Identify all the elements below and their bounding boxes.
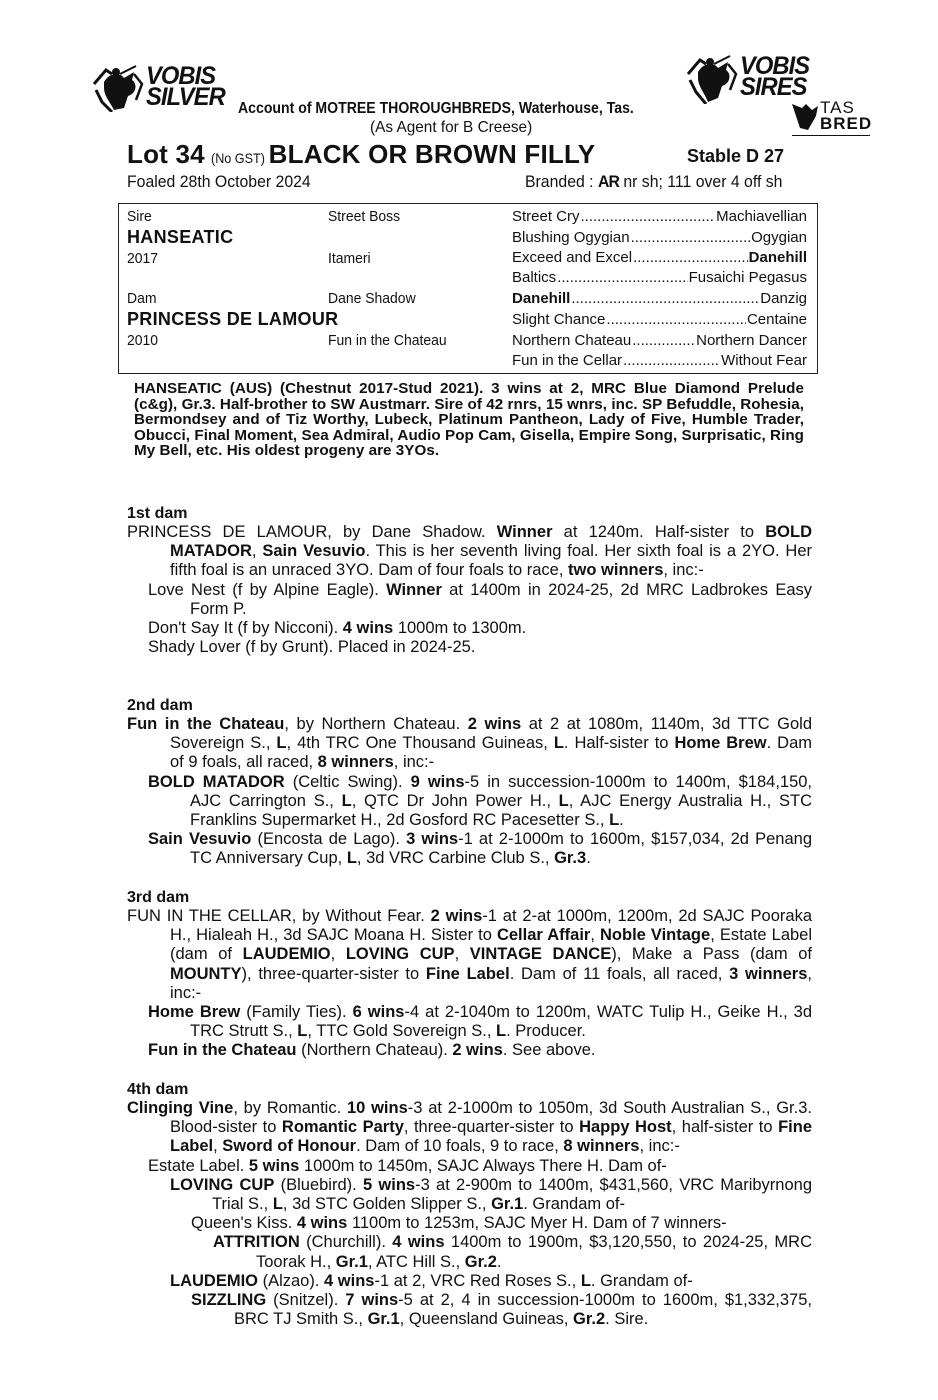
bold-text: Fun in the Chateau [127, 715, 285, 733]
bold-text: Home Brew [148, 1003, 241, 1022]
ancestor-left: Blushing Ogygian [512, 229, 630, 246]
progeny-entry [148, 773, 812, 831]
bold-text: L [297, 1022, 308, 1041]
bold-text: 9 wins [410, 772, 465, 791]
text-run: at 1240m. Half-sister to [552, 523, 766, 541]
dam-year: 2010 [127, 332, 159, 349]
text-run: at 2 at 1080m, 1140m, 3d TTC Gold Sovereign S., [170, 715, 813, 753]
bold-text: Sain Vesuvio [148, 830, 252, 849]
bold-text: 4 wins [342, 619, 394, 638]
leader-dots [581, 208, 716, 225]
bold-text: L [346, 849, 357, 868]
section-heading: 3rd dam [127, 889, 190, 906]
bold-text: 6 wins [352, 1003, 405, 1022]
text-run: . Grandam of- [523, 1195, 625, 1214]
bold-text: 3 wins [406, 830, 459, 849]
bold-text: MOUNTY [170, 964, 242, 983]
bold-text: Gr.1 [367, 1310, 400, 1329]
text-run: , half-sister to [671, 1118, 779, 1137]
lot-number: Lot 34 [127, 139, 205, 169]
text-run: . Grandam of- [590, 1271, 693, 1290]
vobis-silver-logo [88, 62, 229, 112]
ancestor-row [512, 311, 807, 328]
ancestor-row [512, 352, 807, 369]
bold-text: 7 wins [345, 1291, 399, 1310]
ancestor-right: Fusaichi Pegasus [688, 269, 807, 286]
bold-text: L [272, 1195, 283, 1214]
text-run: , [213, 1137, 223, 1156]
logo-left-line2: SILVER [146, 83, 225, 111]
bold-text: L [558, 791, 569, 810]
horse-jockey-emblem-icon [682, 52, 738, 102]
bold-text: LAUDEMIO [170, 1271, 258, 1290]
text-run: ), three-quarter-sister to [241, 964, 426, 983]
logo-right-line1: VOBIS [740, 52, 810, 80]
section-2nd-dam [127, 696, 812, 869]
gst-note: (No GST) [210, 150, 265, 166]
text-run: 1100m to 1253m, SAJC Myer H. Dam of 7 winners- [347, 1214, 727, 1233]
bold-text: LAUDEMIO [242, 945, 331, 964]
bold-text: LOVING CUP [345, 945, 455, 964]
text-run: . Producer. [506, 1022, 586, 1041]
vendor-agent: (As Agent for B Creese) [370, 119, 533, 136]
text-run: , AJC Energy Australia H., STC Franklins Supermarket H., 2d Gosford RC Pacesetter S., [190, 791, 812, 830]
text-run: . See above. [502, 1041, 596, 1060]
bold-text: ATTRITION [213, 1233, 300, 1252]
branded-label: Branded : [525, 172, 594, 191]
leader-dots [633, 249, 748, 266]
section-heading: 1st dam [127, 505, 188, 522]
text-run: , Estate Label (dam of [170, 926, 813, 964]
ancestor-left: Fun in the Cellar [512, 352, 623, 369]
ancestor-row [512, 290, 807, 307]
sire-dam: Itameri [328, 250, 371, 267]
section-heading: 2nd dam [127, 697, 193, 714]
leader-dots [631, 229, 751, 246]
tasbred-rule [792, 135, 870, 136]
text-run: . [496, 1252, 502, 1271]
section-heading: 4th dam [127, 1081, 189, 1098]
bold-text: Fine Label [425, 964, 510, 983]
bold-text: L [553, 734, 564, 753]
dam-entry [127, 907, 812, 1003]
bold-text: L [609, 811, 620, 830]
bold-text: Winner [496, 523, 553, 541]
text-run: PRINCESS DE LAMOUR, by Dane Shadow. [127, 523, 497, 541]
tasbred-line2: BRED [820, 114, 873, 133]
section-4th-dam [127, 1080, 812, 1329]
ancestor-row [512, 269, 807, 286]
ancestor-row [512, 229, 807, 246]
bold-text: Home Brew [674, 734, 767, 753]
progeny-entry [148, 1157, 812, 1176]
bold-text: 5 wins [362, 1175, 416, 1194]
ancestor-row [512, 249, 807, 266]
text-run: , ATC Hill S., [367, 1252, 465, 1271]
progeny-entry [191, 1291, 812, 1329]
text-run: , 4th TRC One Thousand Guineas, [286, 734, 554, 753]
sire-label: Sire [127, 208, 152, 225]
bold-text: 4 wins [392, 1233, 445, 1252]
leader-dots [557, 269, 687, 286]
ancestor-right: Northern Dancer [696, 332, 807, 349]
ancestor-right: Machiavellian [716, 208, 807, 225]
text-run: 1400m to 1900m, $3,120,550, to 2024-25, MRC Toorak H., [256, 1233, 813, 1271]
progeny-entry [148, 1003, 812, 1041]
bold-text: Winner [386, 580, 442, 599]
text-run: -5 at 2, 4 in succession-1000m to 1600m, $1,332,375, BRC TJ Smith S., [234, 1291, 812, 1329]
progeny-entry [148, 638, 812, 657]
section-1st-dam [127, 504, 812, 657]
bold-text: 2 wins [430, 907, 483, 925]
dam-entry [127, 523, 812, 581]
bold-text: VINTAGE DANCE [469, 945, 612, 964]
text-run: (Alzao). [258, 1271, 325, 1290]
dam-entry [127, 1099, 812, 1157]
text-run: -5 in succession-1000m to 1400m, $184,150, AJC Carrington S., [190, 772, 813, 810]
bold-text: 8 winners [317, 753, 394, 772]
text-run: , QTC Dr John Power H., [351, 791, 559, 810]
text-run: -4 at 2-1040m to 1200m, WATC Tulip H., Geike H., 3d TRC Strutt S., [190, 1003, 813, 1041]
ancestor-row [512, 332, 807, 349]
text-run: Don't Say It (f by Nicconi). [148, 619, 343, 638]
text-run: -1 at 2-1000m to 1600m, $157,034, 2d Penang TC Anniversary Cup, [190, 830, 813, 868]
text-run: . Dam of 11 foals, all raced, [509, 964, 730, 983]
ancestor-right: Without Fear [721, 352, 807, 369]
text-run: Estate Label. [148, 1156, 249, 1175]
dam-entry [127, 715, 812, 773]
bold-text: Gr.1 [335, 1252, 368, 1271]
dam-name: PRINCESS DE LAMOUR [127, 309, 339, 329]
text-run: . Dam of 9 foals, all raced, [170, 734, 813, 772]
text-run: , by Northern Chateau. [284, 715, 468, 733]
text-run: (Churchill). [299, 1233, 393, 1252]
text-run: Love Nest (f by Alpine Eagle). [148, 580, 387, 599]
text-run: (Northern Chateau). [296, 1041, 453, 1060]
text-run: -1 at 2, VRC Red Roses S., [374, 1271, 581, 1290]
bold-text: Sain Vesuvio [262, 542, 366, 561]
bold-text: L [276, 734, 287, 753]
text-run: , three-quarter-sister to [403, 1118, 580, 1137]
progeny-entry [148, 830, 812, 868]
ancestor-left: Exceed and Excel [512, 249, 633, 266]
bold-text: 4 wins [324, 1271, 375, 1290]
text-run: , Queensland Guineas, [399, 1310, 574, 1329]
vobis-sires-logo [682, 52, 813, 102]
text-run: , 3d STC Golden Slipper S., [282, 1195, 492, 1214]
ancestor-right: Ogygian [751, 229, 807, 246]
bold-text: Cellar Affair [496, 926, 591, 945]
text-run: , inc:- [639, 1137, 680, 1156]
bold-text: Gr.2 [464, 1252, 497, 1271]
bold-text: LOVING CUP [170, 1175, 275, 1194]
bold-text: Fine Label [170, 1118, 812, 1156]
bold-text: 10 wins [346, 1099, 408, 1117]
ancestor-right: Centaine [746, 311, 807, 328]
sire-summary: HANSEATIC (AUS) (Chestnut 2017-Stud 2021). 3 wins at 2, MRC Blue Diamond Prelude (c&g), Gr.3. Half-brother to SW Austmarr. Sire of 42 rnrs, 15 wnrs, inc. SP Befuddle, Rohesia, Bermondsey and of Tiz Worthy, Lubeck, Platinum Pantheon, Lady of Five, Humble Trader, Obucci, Final Moment, Sea Admiral, Audio Pop Cam, Gisella, Empire Song, Surprisatic, Ring My Bell, etc. His oldest progeny are 3YOs. [134, 380, 804, 459]
bold-text: Romantic Party [281, 1118, 404, 1137]
bold-text: 5 wins [248, 1156, 300, 1175]
dam-sire: Dane Shadow [328, 290, 416, 307]
text-run: . [619, 811, 624, 830]
text-run: , [251, 542, 263, 561]
bold-text: 3 winners [729, 964, 808, 983]
bold-text: two winners [568, 561, 664, 580]
text-run: FUN IN THE CELLAR, by Without Fear. [127, 907, 431, 925]
text-run: (Celtic Swing). [284, 772, 411, 791]
bold-text: L [580, 1271, 591, 1290]
leader-dots [571, 290, 759, 307]
text-run: -3 at 2-1000m to 1050m, 3d South Australian S., Gr.3. Blood-sister to [170, 1099, 812, 1137]
ancestor-left: Northern Chateau [512, 332, 632, 349]
ancestor-row [512, 208, 807, 225]
ancestor-left: Baltics [512, 269, 557, 286]
bold-text: Clinging Vine [127, 1099, 234, 1117]
bold-text: Happy Host [579, 1118, 672, 1137]
progeny-entry [213, 1233, 812, 1271]
text-run: , inc:- [170, 964, 812, 1002]
bold-text: BOLD MATADOR [148, 772, 285, 791]
pedigree-table [118, 203, 818, 374]
bold-text: BOLD MATADOR [170, 523, 812, 561]
text-run: . [586, 849, 591, 868]
branding [525, 172, 782, 192]
text-run: , TTC Gold Sovereign S., [307, 1022, 496, 1041]
horse-jockey-emblem-icon [88, 62, 144, 112]
leader-dots [606, 311, 746, 328]
text-run: -1 at 2-at 1000m, 1200m, 2d SAJC Pooraka H., Hialeah H., 3d SAJC Moana H. Sister to [170, 907, 812, 945]
ancestor-left: Slight Chance [512, 311, 606, 328]
text-run: ), Make a Pass (dam of [611, 945, 813, 964]
text-run: at 1400m in 2024-25, 2d MRC Ladbrokes Easy Form P. [190, 580, 812, 618]
bold-text: 8 winners [563, 1137, 640, 1156]
tasbred-logo [790, 98, 873, 140]
progeny-entry [148, 619, 812, 638]
progeny-entry [170, 1272, 812, 1291]
text-run: (Encosta de Lago). [251, 830, 407, 849]
text-run: , [330, 945, 346, 964]
ancestor-left: Danehill [512, 290, 571, 307]
foaled-date: Foaled 28th October 2024 [127, 172, 311, 191]
text-run: 1000m to 1450m, SAJC Always There H. Dam of- [299, 1156, 667, 1175]
bold-text: L [495, 1022, 507, 1041]
lot-description: BLACK OR BROWN FILLY [268, 139, 596, 169]
bold-text: Gr.2 [573, 1310, 606, 1329]
section-3rd-dam [127, 888, 812, 1061]
sire-year: 2017 [127, 250, 159, 267]
text-run: , 3d VRC Carbine Club S., [356, 849, 555, 868]
progeny-entry [148, 1041, 812, 1060]
ancestor-right: Danehill [748, 249, 807, 266]
text-run: , inc:- [663, 561, 704, 580]
ancestor-left: Street Cry [512, 208, 580, 225]
stable-location: Stable D 27 [687, 146, 785, 166]
text-run: (Family Ties). [240, 1003, 353, 1022]
text-run: Queen's Kiss. [191, 1214, 297, 1233]
vendor-account: Account of MOTREE THOROUGHBREDS, Waterhouse, Tas. [238, 100, 634, 117]
sire-sire: Street Boss [328, 208, 401, 225]
text-run: . Sire. [605, 1310, 649, 1329]
brand-mark: AR [597, 172, 619, 191]
dam-label: Dam [127, 290, 157, 307]
text-run: , inc:- [393, 753, 435, 772]
text-run: . This is her seventh living foal. Her sixth foal is a 2YO. Her fifth foal is an unraced 3YO. Dam of four foals to race, [170, 542, 813, 580]
text-run: -3 at 2-900m to 1400m, $431,560, VRC Maribyrnong Trial S., [212, 1175, 812, 1214]
text-run: . Dam of 10 foals, 9 to race, [356, 1137, 564, 1156]
text-run: , by Romantic. [233, 1099, 347, 1117]
ancestor-right: Danzig [760, 290, 807, 307]
bold-text: 2 wins [452, 1041, 503, 1060]
leader-dots [632, 332, 695, 349]
text-run: Shady Lover (f by Grunt). Placed in 2024-25. [148, 638, 476, 657]
bold-text: Sword of Honour [222, 1137, 357, 1156]
leader-dots [623, 352, 720, 369]
dam-dam: Fun in the Chateau [328, 332, 447, 349]
tasbred-line1: TAS [820, 98, 855, 117]
text-run: . Half-sister to [563, 734, 675, 753]
tasmania-horse-icon [790, 102, 820, 132]
text-run: (Bluebird). [274, 1175, 363, 1194]
bold-text: 2 wins [467, 715, 522, 733]
text-run: (Snitzel). [266, 1291, 346, 1310]
sire-name: HANSEATIC [127, 227, 234, 247]
lot-line [127, 139, 595, 170]
bold-text: Gr.3 [554, 849, 587, 868]
logo-left-line1: VOBIS [146, 62, 216, 90]
progeny-entry [191, 1214, 812, 1233]
bold-text: Noble Vintage [600, 926, 711, 945]
bold-text: Gr.1 [491, 1195, 524, 1214]
text-run: 1000m to 1300m. [393, 619, 527, 638]
branded-details: nr sh; 111 over 4 off sh [623, 172, 783, 191]
progeny-entry [148, 581, 812, 619]
progeny-entry [170, 1176, 812, 1214]
bold-text: SIZZLING [191, 1291, 267, 1310]
text-run: , [454, 945, 470, 964]
logo-right-line2: SIRES [740, 73, 807, 101]
text-run: , [590, 926, 600, 945]
bold-text: L [341, 791, 352, 810]
bold-text: Fun in the Chateau [148, 1041, 297, 1060]
bold-text: 4 wins [296, 1214, 348, 1233]
